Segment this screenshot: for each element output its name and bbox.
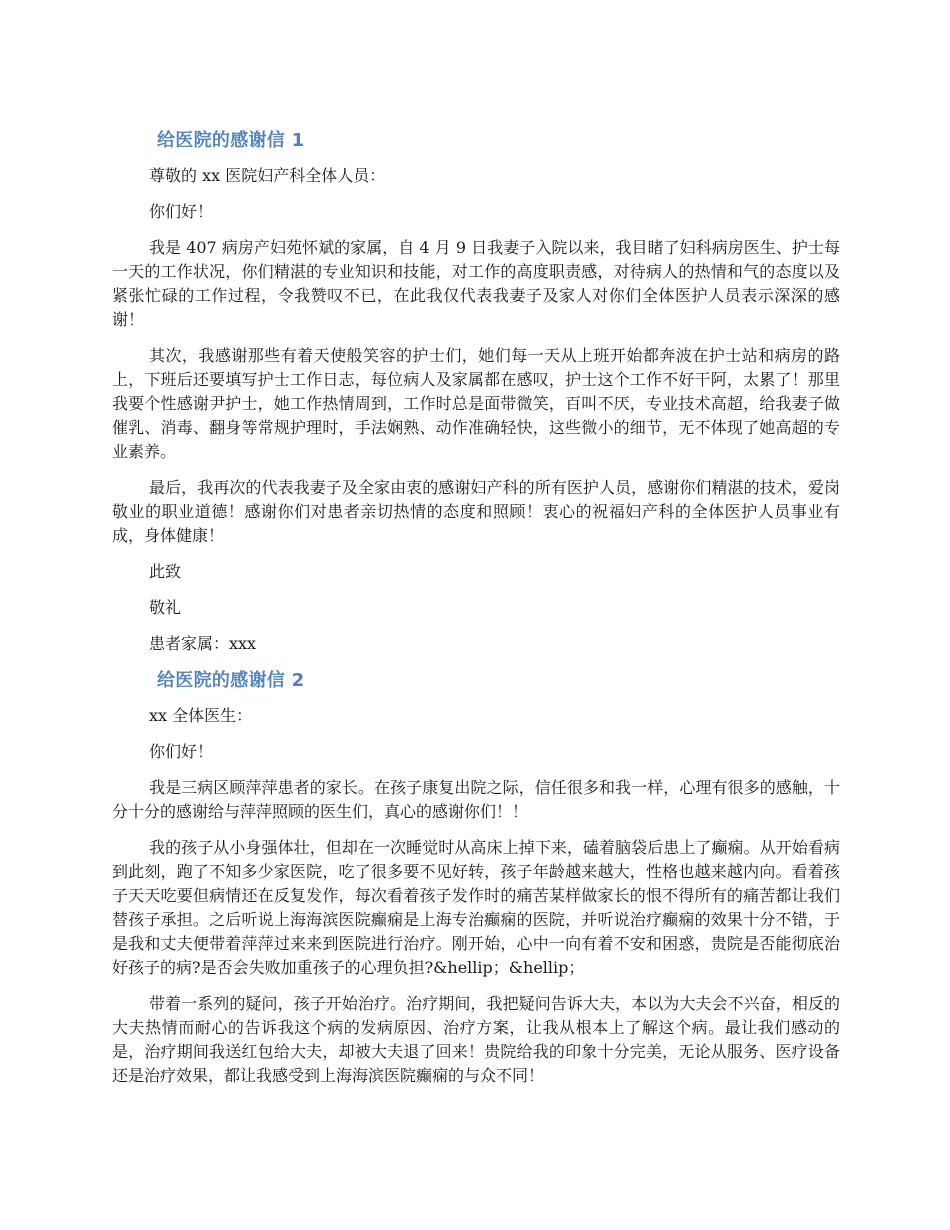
letter1-greeting: 你们好！ — [149, 202, 214, 221]
document-body — [112, 128, 840, 1100]
letter2-paragraph-3: 带着一系列的疑问，孩子开始治疗。治疗期间，我把疑问告诉大夫，本以为大夫会不兴奋，相反的大夫热情而耐心的告诉我这个病的发病原因、治疗方案，让我从根本上了解这个病。最让我们感动的是，治疗期间我送红包给大夫，却被大夫退了回来！贵院给我的印象十分完美，无论从服务、医疗设备还是治疗效果，都让我感受到上海海滨医院癫痫的与众不同！ — [112, 994, 840, 1085]
letter1-paragraph-2: 其次，我感谢那些有着天使般笑容的护士们，她们每一天从上班开始都奔波在护士站和病房的路上，下班后还要填写护士工作日志，每位病人及家属都在感叹，护士这个工作不好干阿，太累了！那里我要个性感谢尹护士，她工作热情周到，工作时总是面带微笑，百叫不厌，专业技术高超，给我妻子做催乳、消毒、翻身等常规护理时，手法娴熟、动作准确轻快，这些微小的细节，无不体现了她高超的专业素养。 — [112, 346, 840, 461]
letter2-greeting: 你们好！ — [149, 742, 214, 761]
letter1-paragraph-3: 最后，我再次的代表我妻子及全家由衷的感谢妇产科的所有医护人员，感谢你们精湛的技术，爱岗敬业的职业道德！感谢你们对患者亲切热情的态度和照顾！衷心的祝福妇产科的全体医护人员事业有成，身体健康！ — [112, 478, 840, 545]
letter2-title: 给医院的感谢信 2 — [157, 670, 305, 691]
letter1-closing-2: 敬礼 — [149, 598, 182, 617]
letter1-signature: 患者家属：xxx — [149, 634, 257, 653]
letter2-paragraph-1: 我是三病区顾萍萍患者的家长。在孩子康复出院之际，信任很多和我一样，心理有很多的感触，十分十分的感谢给与萍萍照顾的医生们，真心的感谢你们！！ — [112, 778, 840, 821]
letter1-title: 给医院的感谢信 1 — [157, 130, 305, 151]
letter1-salutation: 尊敬的 xx 医院妇产科全体人员： — [149, 166, 386, 185]
letter1-closing-1: 此致 — [149, 562, 182, 581]
letter1-paragraph-1: 我是 407 病房产妇苑怀斌的家属，自 4 月 9 日我妻子入院以来，我目睹了妇科病房医生、护士每一天的工作状况，你们精湛的专业知识和技能，对工作的高度职责感，对待病人的热情和气的态度以及紧张忙碌的工作过程，令我赞叹不已，在此我仅代表我妻子及家人对你们全体医护人员表示深深的感谢！ — [112, 238, 840, 329]
letter2-salutation: xx 全体医生： — [149, 706, 253, 725]
letter2-paragraph-2: 我的孩子从小身强体壮，但却在一次睡觉时从高床上掉下来，磕着脑袋后患上了癫痫。从开始看病到此刻，跑了不知多少家医院，吃了很多要不见好转，孩子年龄越来越大，性格也越来越内向。看着孩子天天吃要但病情还在反复发作，每次看着孩子发作时的痛苦某样做家长的恨不得所有的痛苦都让我们替孩子承担。之后听说上海海滨医院癫痫是上海专治癫痫的医院，并听说治疗癫痫的效果十分不错，于是我和丈夫便带着萍萍过来来到医院进行治疗。刚开始，心中一向有着不安和困惑，贵院是否能彻底治好孩子的病?是否会失败加重孩子的心理负担?&hellip；&hellip； — [112, 838, 840, 977]
